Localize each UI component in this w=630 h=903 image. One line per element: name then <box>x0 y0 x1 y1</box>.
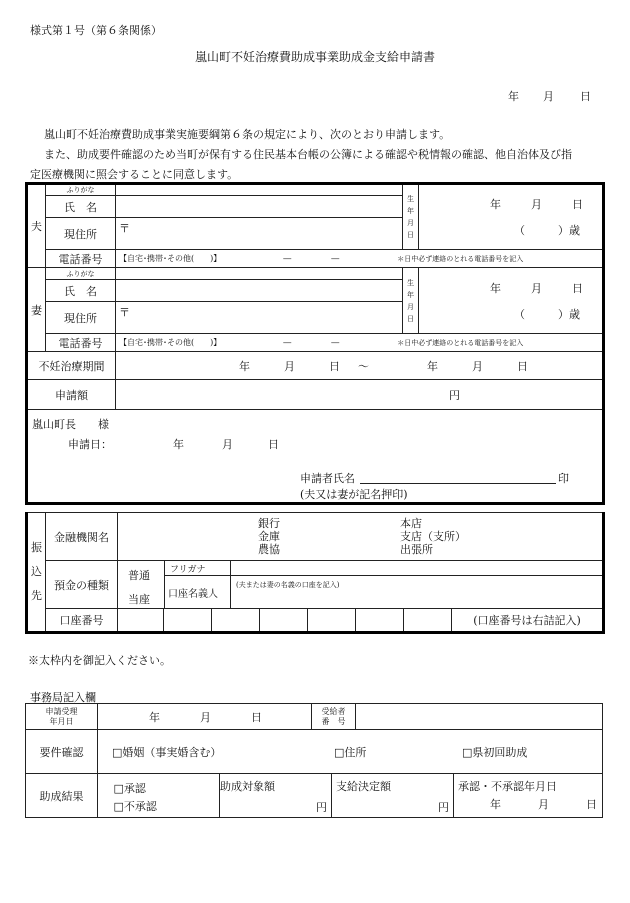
result-options <box>114 774 220 818</box>
form-number: 様式第１号（第６条関係） <box>30 24 162 37</box>
furigana-label: フリガナ <box>170 565 206 575</box>
requirements-label: 要件確認 <box>26 730 98 774</box>
bank-table <box>25 512 605 634</box>
toza-option[interactable]: 当座 <box>128 593 150 606</box>
check-first-prefectural[interactable]: □県初回助成 <box>462 746 528 759</box>
approval-date-field[interactable]: 承認・不承認年月日 年 月 日 <box>454 774 603 818</box>
wife-phone-field[interactable]: 【自宅･携帯･その他( )】 ― ― ＊日中必ず連絡のとれる電話番号を記入 <box>116 334 604 352</box>
approve-option[interactable]: □承認 <box>113 782 146 795</box>
result-label: 助成結果 <box>26 774 98 818</box>
decided-amount-field[interactable]: 支給決定額 円 <box>332 774 454 818</box>
institution-label: 金融機関名 <box>46 513 118 561</box>
page-title: 嵐山町不妊治療費助成事業助成金支給申請書 <box>194 50 435 64</box>
intro-line-1: 嵐山町不妊治療費助成事業実施要綱第６条の規定により、次のとおり申請します。 <box>44 128 451 141</box>
date-year: 年 <box>508 90 519 103</box>
check-address[interactable]: □住所 <box>334 746 367 759</box>
husband-address-label: 現住所 <box>46 218 116 250</box>
phone-note: ＊日中必ず連絡のとれる電話番号を記入 <box>397 255 524 263</box>
application-table <box>25 182 605 505</box>
seal-mark: 印 <box>558 472 569 485</box>
applicant-section: 嵐山町長 様 申請日： 年 月 日 申請者氏名 印 (夫又は妻が記名押印) <box>27 410 604 504</box>
husband-birth-label: 生 年 月 日 <box>403 184 419 250</box>
postal-mark: 〒 <box>119 222 130 235</box>
holder-label: 口座名義人 <box>168 589 218 600</box>
account-digit-1[interactable] <box>118 609 164 633</box>
husband-phone-label: 電話番号 <box>46 250 116 268</box>
wife-birth-label: 生 年 月 日 <box>403 268 419 334</box>
transfer-label: 振 込 先 <box>27 513 46 633</box>
husband-age: （ ）歳 <box>514 224 580 237</box>
footnote: ※太枠内を御記入ください。 <box>28 654 171 667</box>
applicant-name-label: 申請者氏名 <box>300 472 355 485</box>
recipient-number-label: 受給者 番 号 <box>312 704 356 730</box>
wife-birthdate-field[interactable]: 年 月 日 （ ）歳 <box>419 268 604 334</box>
office-title: 事務局記入欄 <box>30 691 96 704</box>
treatment-period-label: 不妊治療期間 <box>27 352 116 380</box>
wife-furigana-field[interactable] <box>116 268 403 280</box>
target-amount-field[interactable]: 助成対象額 円 <box>220 774 332 818</box>
check-marriage[interactable]: □婚姻（事実婚含む） <box>112 746 222 759</box>
account-digit-2[interactable] <box>164 609 212 633</box>
wife-name-label: 氏 名 <box>46 280 116 302</box>
husband-name-field[interactable] <box>116 196 403 218</box>
wife-name-field[interactable] <box>116 280 403 302</box>
account-number-note: (口座番号は右詰記入) <box>452 609 604 633</box>
mayor-addressee: 嵐山町長 様 <box>32 418 109 431</box>
wife-furigana-label: ふりがな <box>46 268 116 280</box>
husband-name-label: 氏 名 <box>46 196 116 218</box>
phone-note: ＊日中必ず連絡のとれる電話番号を記入 <box>397 339 524 347</box>
received-date-label: 申請受理 年月日 <box>26 704 98 730</box>
holder-note: (夫または妻の名義の口座を記入) <box>236 581 340 589</box>
account-digit-3[interactable] <box>212 609 260 633</box>
amount-field[interactable]: 円 <box>116 380 604 410</box>
futsu-option[interactable]: 普通 <box>128 569 150 582</box>
requirements-field <box>98 730 603 774</box>
applicant-name-field[interactable] <box>360 483 556 484</box>
reject-option[interactable]: □不承認 <box>113 800 157 813</box>
apply-date-label: 申請日： <box>68 438 112 451</box>
husband-birthdate-field[interactable]: 年 月 日 （ ）歳 <box>419 184 604 250</box>
recipient-number-field[interactable] <box>356 704 603 730</box>
received-date-field[interactable]: 年 月 日 <box>98 704 312 730</box>
account-digit-5[interactable] <box>308 609 356 633</box>
wife-age: （ ）歳 <box>514 307 580 321</box>
date-month: 月 <box>543 90 554 103</box>
wife-label: 妻 <box>27 268 46 352</box>
amount-label: 申請額 <box>27 380 116 410</box>
wife-phone-label: 電話番号 <box>46 334 116 352</box>
office-table <box>25 703 603 818</box>
treatment-period-field[interactable]: 年 月 日 ～ 年 月 日 <box>116 352 604 380</box>
account-number-label: 口座番号 <box>46 609 118 633</box>
wife-address-field[interactable] <box>116 302 403 334</box>
wife-address-label: 現住所 <box>46 302 116 334</box>
account-digit-6[interactable] <box>356 609 404 633</box>
intro-line-2: また、助成要件確認のため当町が保有する住民基本台帳の公簿による確認や税情報の確認、他自治体及び指 <box>44 148 572 161</box>
account-digit-7[interactable] <box>404 609 452 633</box>
husband-label: 夫 <box>27 184 46 268</box>
husband-phone-field[interactable]: 【自宅･携帯･その他( )】 ― ― ＊日中必ず連絡のとれる電話番号を記入 <box>116 250 604 268</box>
husband-furigana-label: ふりがな <box>46 184 116 196</box>
date-day: 日 <box>580 90 591 103</box>
husband-address-field[interactable] <box>116 218 403 250</box>
intro-line-3: 定医療機関に照会することに同意します。 <box>30 168 239 181</box>
institution-field[interactable]: 銀行 金庫 農協 本店 支店（支所） 出張所 <box>118 513 604 561</box>
account-type-label: 預金の種類 <box>46 561 118 609</box>
applicant-note: (夫又は妻が記名押印) <box>300 488 408 501</box>
husband-furigana-field[interactable] <box>116 184 403 196</box>
postal-mark: 〒 <box>119 306 130 319</box>
account-type-field[interactable] <box>118 561 604 609</box>
account-digit-4[interactable] <box>260 609 308 633</box>
